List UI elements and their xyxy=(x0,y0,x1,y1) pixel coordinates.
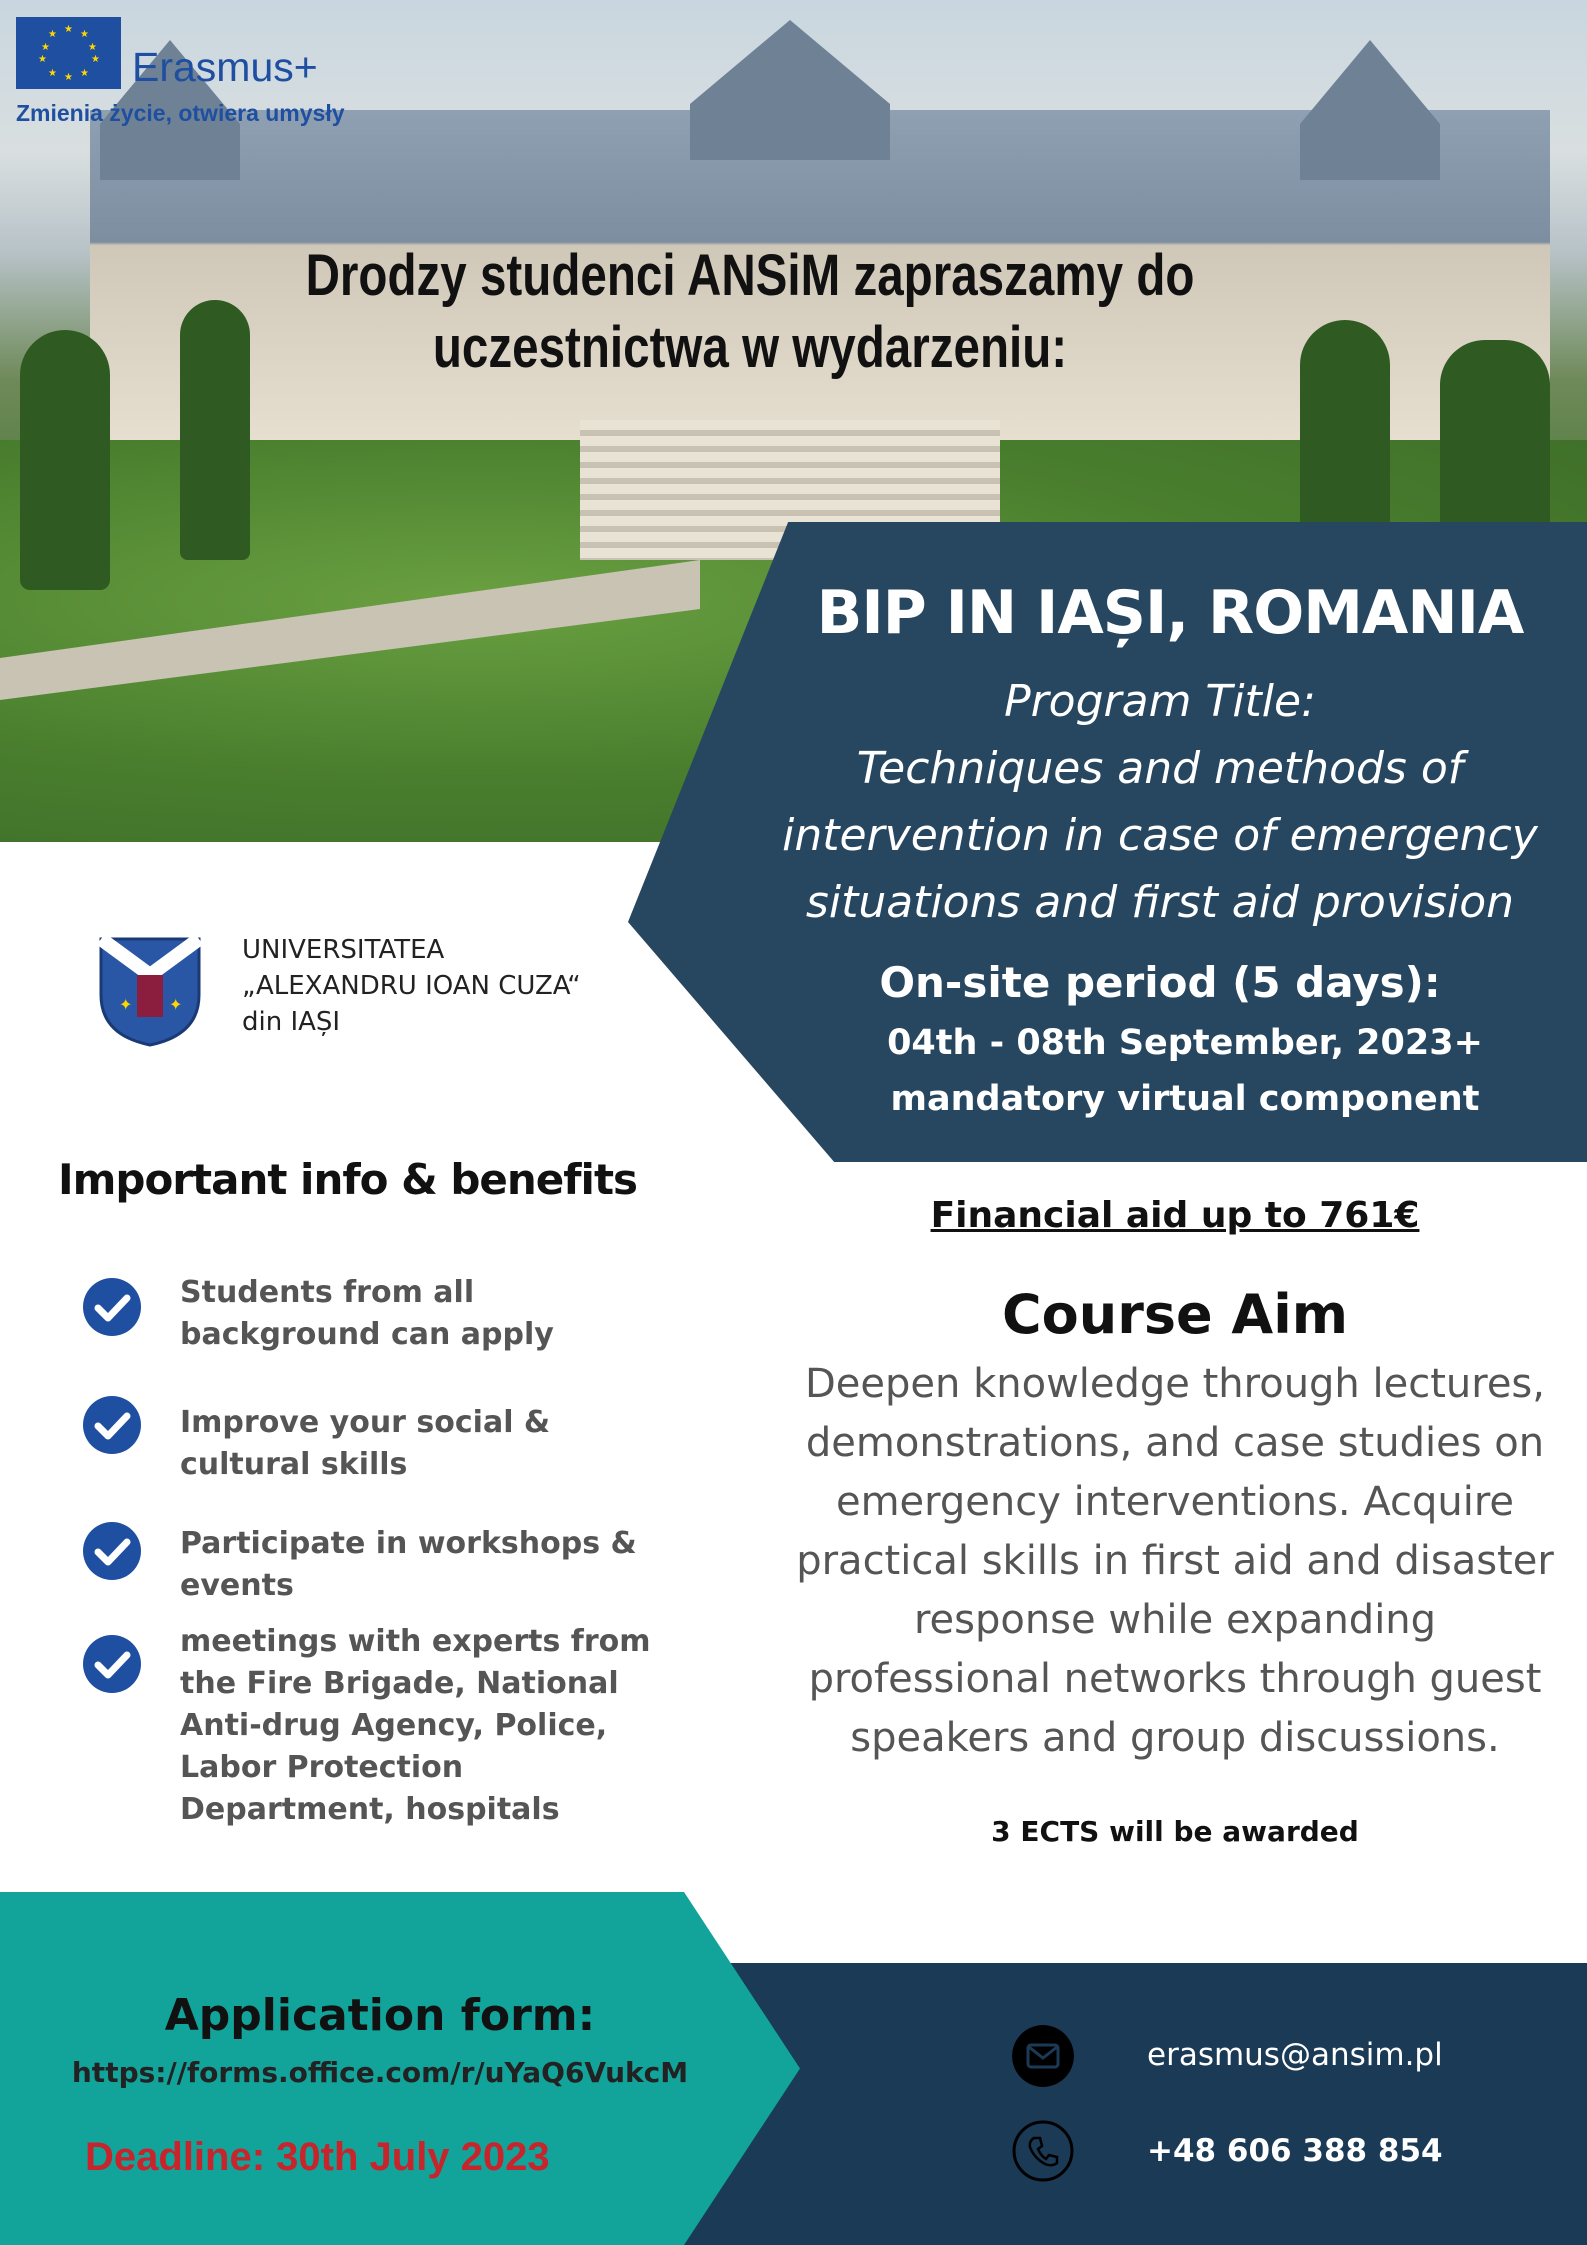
ects-note: 3 ECTS will be awarded xyxy=(991,1815,1359,1848)
course-aim-title: Course Aim xyxy=(1002,1283,1348,1346)
svg-text:✦: ✦ xyxy=(169,995,183,1014)
application-title: Application form: xyxy=(164,1990,596,2041)
check-circle-icon xyxy=(83,1396,141,1454)
dates-line: 04th - 08th September, 2023+ xyxy=(887,1023,1483,1063)
erasmus-tagline: Zmienia życie, otwiera umysły xyxy=(16,100,345,126)
benefit-item: Participate in workshops & events xyxy=(180,1526,637,1603)
benefit-item: Students from all background can apply xyxy=(180,1275,554,1352)
program-location-title: BIP IN IAȘI, ROMANIA xyxy=(816,578,1524,648)
envelope-icon xyxy=(1012,2025,1074,2087)
benefit-item: Improve your social & cultural skills xyxy=(180,1405,551,1482)
benefits-heading: Important info & benefits xyxy=(58,1155,638,1204)
university-crest-icon xyxy=(97,935,203,1047)
program-name-line: intervention in case of emergency xyxy=(782,810,1538,861)
program-name-line: situations and first aid provision xyxy=(805,877,1515,928)
contact-email[interactable]: erasmus@ansim.pl xyxy=(1147,2037,1443,2073)
application-link[interactable]: https://forms.office.com/r/uYaQ6VukcM xyxy=(71,2056,689,2089)
university-name: UNIVERSITATEA „ALEXANDRU IOAN CUZA“ din IAȘI xyxy=(242,935,581,1037)
headline-line-2: uczestnictwa w wydarzeniu: xyxy=(432,315,1068,380)
benefit-item: meetings with experts from the Fire Brigade, National Anti-drug Agency, Police, Labor Protection Department, hospitals xyxy=(180,1624,651,1827)
virtual-component: mandatory virtual component xyxy=(890,1079,1480,1119)
phone-icon xyxy=(1012,2120,1074,2182)
program-dates xyxy=(740,1015,1587,1127)
contact-phone[interactable]: +48 606 388 854 xyxy=(1147,2133,1443,2169)
erasmus-brand: Erasmus+ xyxy=(132,44,318,90)
course-aim-body: Deepen knowledge through lectures, demonstrations, and case studies on emergency interventions. Acquire practical skills in first aid and disaster response while expanding professional networks through guest speakers and group discussions. xyxy=(796,1361,1554,1761)
headline-line-1: Drodzy studenci ANSiM zapraszamy do xyxy=(305,243,1195,308)
financial-aid: Financial aid up to 761€ xyxy=(930,1195,1420,1236)
program-name-line: Techniques and methods of xyxy=(856,743,1464,794)
svg-text:✦: ✦ xyxy=(119,995,133,1014)
check-circle-icon xyxy=(83,1635,141,1693)
headline xyxy=(299,240,1201,384)
onsite-period: On-site period (5 days): xyxy=(879,958,1441,1007)
program-title-block xyxy=(720,668,1587,936)
check-circle-icon xyxy=(83,1278,141,1336)
eu-flag-icon: ★ ★ ★ ★ ★ ★ ★ ★ ★ ★ xyxy=(16,17,121,89)
program-title-label: Program Title: xyxy=(1004,676,1316,727)
deadline: Deadline: 30th July 2023 xyxy=(85,2135,550,2179)
check-circle-icon xyxy=(83,1522,141,1580)
